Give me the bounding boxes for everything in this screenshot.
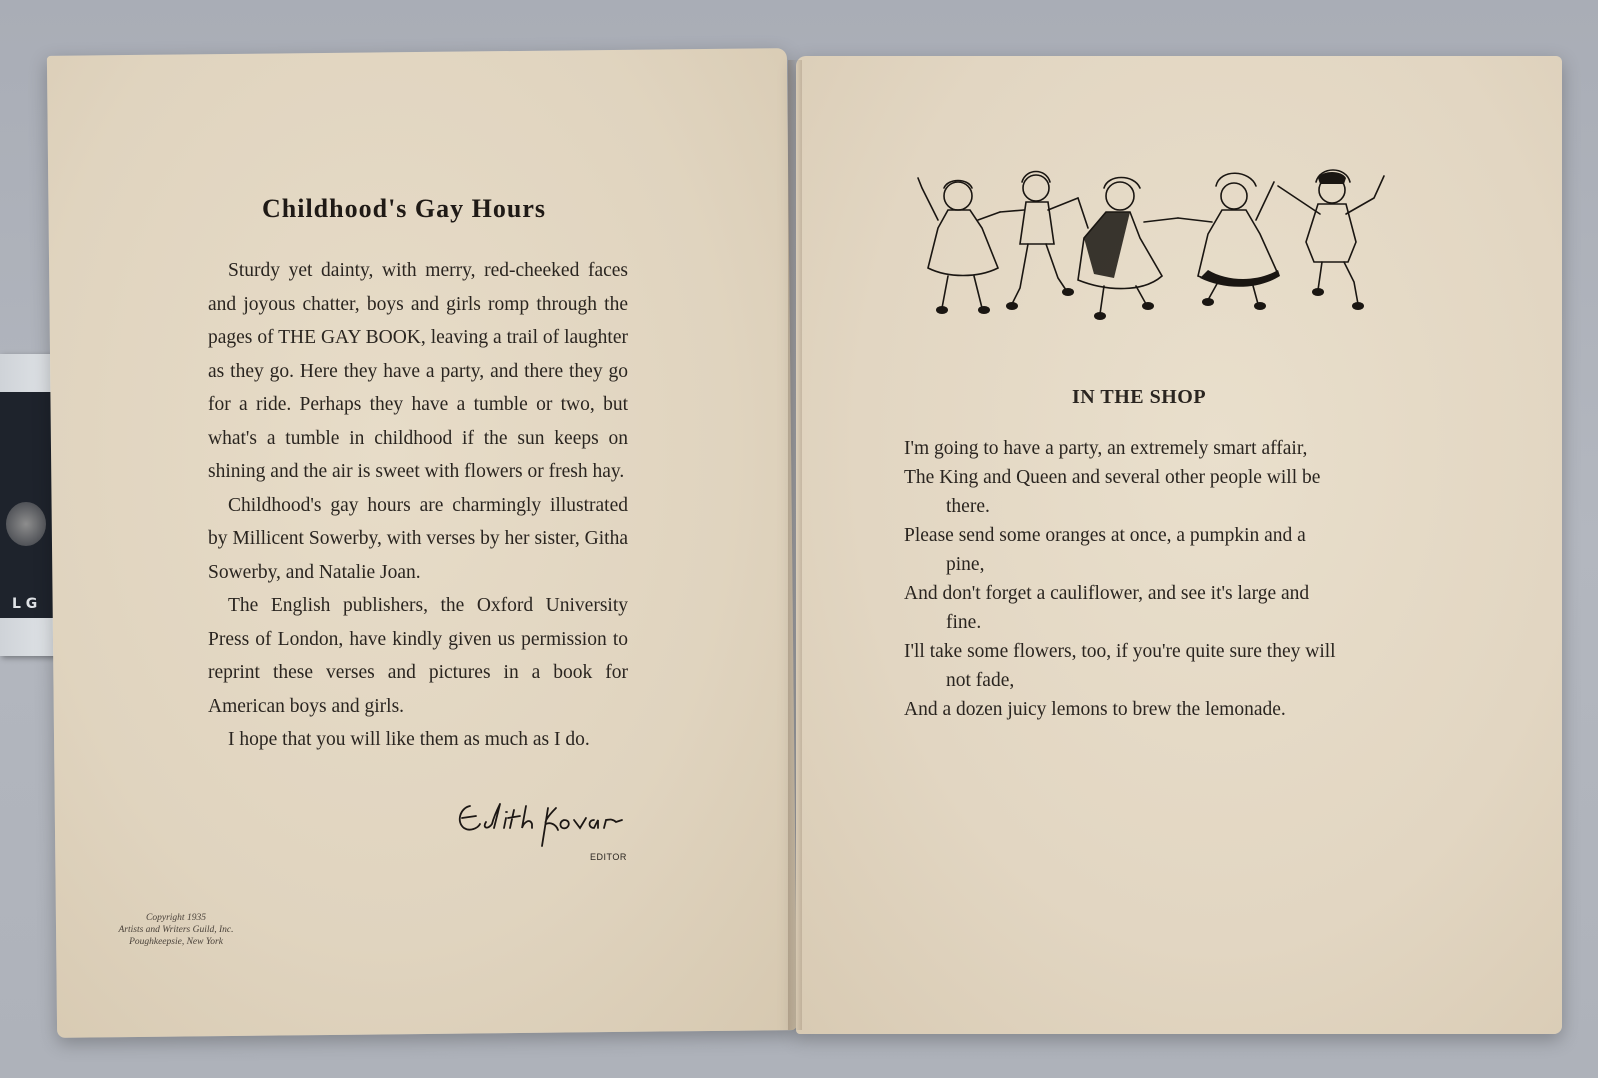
clip-logo-icon	[6, 502, 46, 546]
dancing-children-illustration	[908, 158, 1394, 330]
poem-line: I'll take some flowers, too, if you're quite sure they will	[904, 641, 1336, 662]
poem-line-continuation: there.	[946, 496, 990, 517]
copyright-line: Poughkeepsie, New York	[129, 937, 223, 947]
signature	[452, 798, 628, 852]
book-gutter	[788, 60, 802, 1030]
poem-text	[904, 434, 1398, 724]
poem-line: And don't forget a cauliflower, and see it's large and	[904, 583, 1310, 604]
poem-line: The King and Queen and several other people will be	[904, 467, 1321, 488]
copyright-notice	[96, 912, 256, 948]
paragraph: Sturdy yet dainty, with merry, red-cheeked faces and joyous chatter, boys and girls romp through the pages of THE GAY BOOK, leaving a trail of laughter as they go. Here they have a party, and there they go for a ride. Perhaps they have a tumble or two, but what's a tumble in childhood if the sun keeps on shining and the air is sweet with flowers or fresh hay.	[208, 260, 628, 482]
poem-line-continuation: pine,	[946, 554, 985, 575]
paragraph: Childhood's gay hours are charmingly illustrated by Millicent Sowerby, with verses by her sister, Githa Sowerby, and Natalie Joan.	[208, 494, 628, 583]
poem-title: IN THE SHOP	[1072, 386, 1207, 408]
paragraph: I hope that you will like them as much as I do.	[228, 729, 590, 750]
page-title: Childhood's Gay Hours	[262, 194, 546, 223]
poem-line: Please send some oranges at once, a pumpkin and a	[904, 525, 1306, 546]
signature-title: EDITOR	[590, 852, 627, 862]
poem-line-continuation: not fade,	[946, 670, 1015, 691]
intro-text	[208, 254, 628, 757]
poem-line: I'm going to have a party, an extremely smart affair,	[904, 438, 1308, 459]
copyright-line: Copyright 1935	[146, 913, 206, 923]
paragraph: The English publishers, the Oxford University Press of London, have kindly given us permission to reprint these verses and pictures in a book for American boys and girls.	[208, 595, 628, 717]
poem-line: And a dozen juicy lemons to brew the lemonade.	[904, 699, 1286, 720]
clip-mark-icon: L G	[12, 596, 38, 612]
copyright-line: Artists and Writers Guild, Inc.	[118, 925, 234, 935]
poem-line-continuation: fine.	[946, 612, 982, 633]
